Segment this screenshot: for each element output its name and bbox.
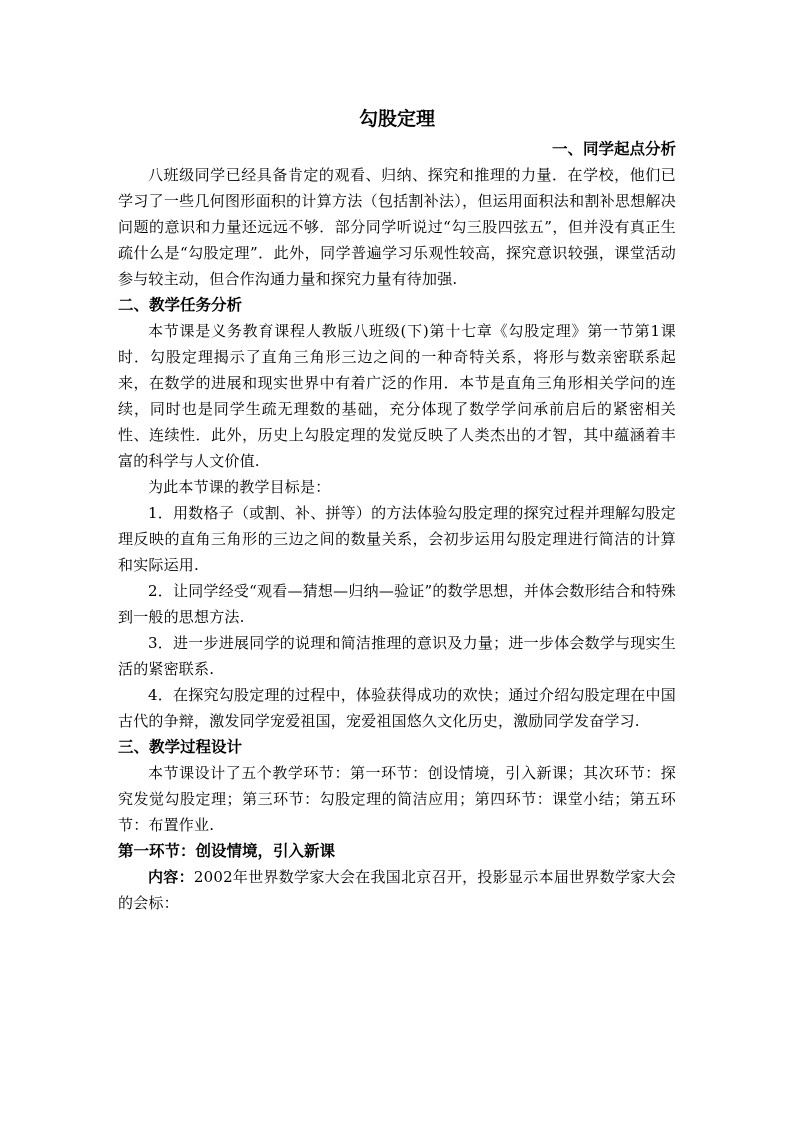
student-analysis-paragraph: 八班级同学已经具备肯定的观看、归纳、探究和推理的力量．在学校，他们已学习了一些几何图形面积的计算方法（包括割补法），但运用面积法和割补思想解决问题的意识和力量还远远不够．部分同学听说过“勾三股四弦五”，但并没有真正生疏什么是“勾股定理”．此外，同学普遍学习乐观性较高，探究意识较强，课堂活动参与较主动，但合作沟通力量和探究力量有待加强. — [118, 166, 676, 288]
section-heading-task-analysis: 二、教学任务分析 — [118, 295, 243, 314]
section-heading-process-design: 三、教学过程设计 — [118, 737, 243, 756]
document-body — [118, 104, 676, 916]
content-text: 2002年世界数学家大会在我国北京召开，投影显示本届世界数学家大会的会标： — [118, 868, 677, 912]
document-title: 勾股定理 — [358, 108, 435, 130]
stage1-heading: 第一环节：创设情境，引入新课 — [118, 841, 336, 860]
goal-item-1: 1．用数格子（或割、补、拼等）的方法体验勾股定理的探究过程并理解勾股定理反映的直角三角形的三边之间的数量关系，会初步运用勾股定理进行简洁的计算和实际运用. — [118, 504, 676, 574]
goals-intro: 为此本节课的教学目标是： — [148, 478, 331, 496]
content-label: 内容： — [148, 868, 194, 886]
goal-item-3: 3．进一步进展同学的说理和简洁推理的意识及力量；进一步体会数学与现实生活的紧密联系. — [118, 634, 676, 678]
goal-item-2: 2．让同学经受“观看—猜想—归纳—验证”的数学思想，并体会数形结合和特殊到一般的思想方法. — [118, 582, 676, 626]
process-design-paragraph: 本节课设计了五个教学环节：第一环节：创设情境，引入新课；其次环节：探究发觉勾股定理；第三环节：勾股定理的简洁应用；第四环节：课堂小结；第五环节：布置作业. — [118, 764, 676, 834]
stage1-content — [118, 864, 676, 916]
task-analysis-paragraph: 本节课是义务教育课程人教版八班级(下)第十七章《勾股定理》第一节第1课时．勾股定理揭示了直角三角形三边之间的一种奇特关系，将形与数亲密联系起来，在数学的进展和现实世界中有着广泛的作用．本节是直角三角形相关学问的连续，同时也是同学生疏无理数的基础，充分体现了数学学问承前启后的紧密相关性、连续性．此外，历史上勾股定理的发觉反映了人类杰出的才智，其中蕴涵着丰富的科学与人文价值. — [118, 322, 676, 470]
goal-item-4: 4．在探究勾股定理的过程中，体验获得成功的欢快；通过介绍勾股定理在中国古代的争辩，激发同学宠爱祖国，宠爱祖国悠久文化历史，激励同学发奋学习. — [118, 686, 676, 730]
section-heading-student-analysis: 一、同学起点分析 — [551, 139, 676, 158]
